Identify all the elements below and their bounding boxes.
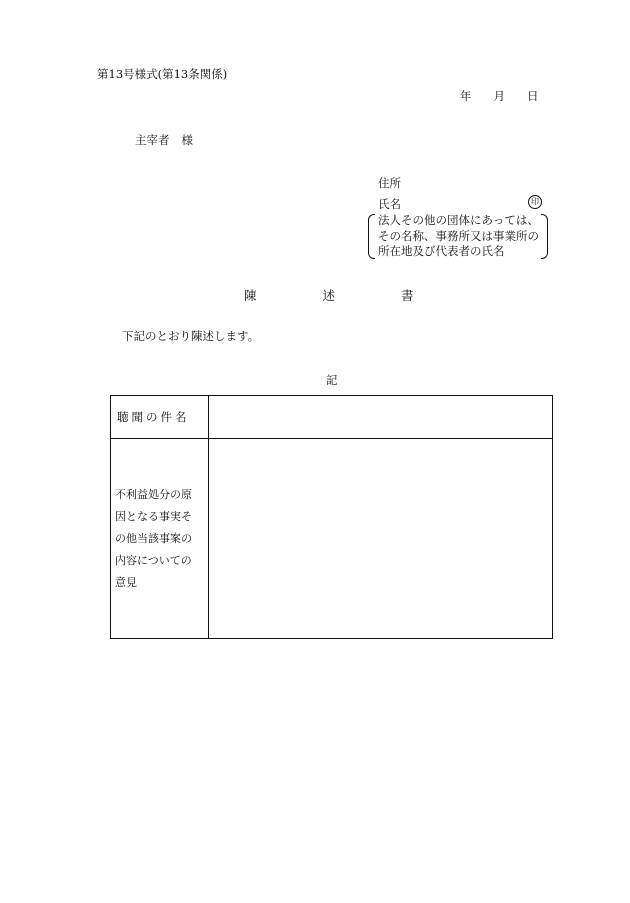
opinion-label-line: 不利益処分の原 [115,487,192,501]
address-label: 住所 [378,176,401,190]
corporate-note [368,213,548,259]
hearing-subject-field[interactable] [209,396,553,439]
note-line: 法人その他の団体にあっては、 [378,213,539,227]
opinion-label [111,439,209,639]
addressee-name: 主宰者 [135,133,170,147]
opinion-label-line: 意見 [115,575,137,589]
date-line [460,88,539,104]
opinion-field[interactable] [209,439,553,639]
ki-heading: 記 [326,373,338,387]
hearing-subject-label: 聴聞の件名 [111,396,209,439]
note-line: 所在地及び代表者の氏名 [378,244,505,258]
left-bracket [368,214,375,259]
name-label: 氏名 [378,197,401,211]
date-day-label: 日 [527,89,539,103]
table-row [111,439,553,639]
date-year-label: 年 [460,89,472,103]
opinion-label-line: 内容についての [115,553,192,567]
seal-mark: 印 [528,195,542,209]
table-row [111,396,553,439]
date-month-label: 月 [493,89,505,103]
opinion-label-line: の他当該事案の [115,531,192,545]
title-char: 書 [401,288,414,303]
note-line: その名称、事務所又は事業所の [378,228,539,243]
title-char: 陳 [244,288,257,303]
addressee [135,132,193,148]
form-number: 第13号様式(第13条関係) [97,67,228,81]
addressee-honorific: 様 [181,133,193,147]
title-char: 述 [322,288,336,303]
document-title [244,286,414,304]
right-bracket [541,214,548,259]
opinion-table [110,395,553,639]
intro-text: 下記のとおり陳述します。 [122,329,260,343]
opinion-label-line: 因となる事実そ [115,509,192,523]
